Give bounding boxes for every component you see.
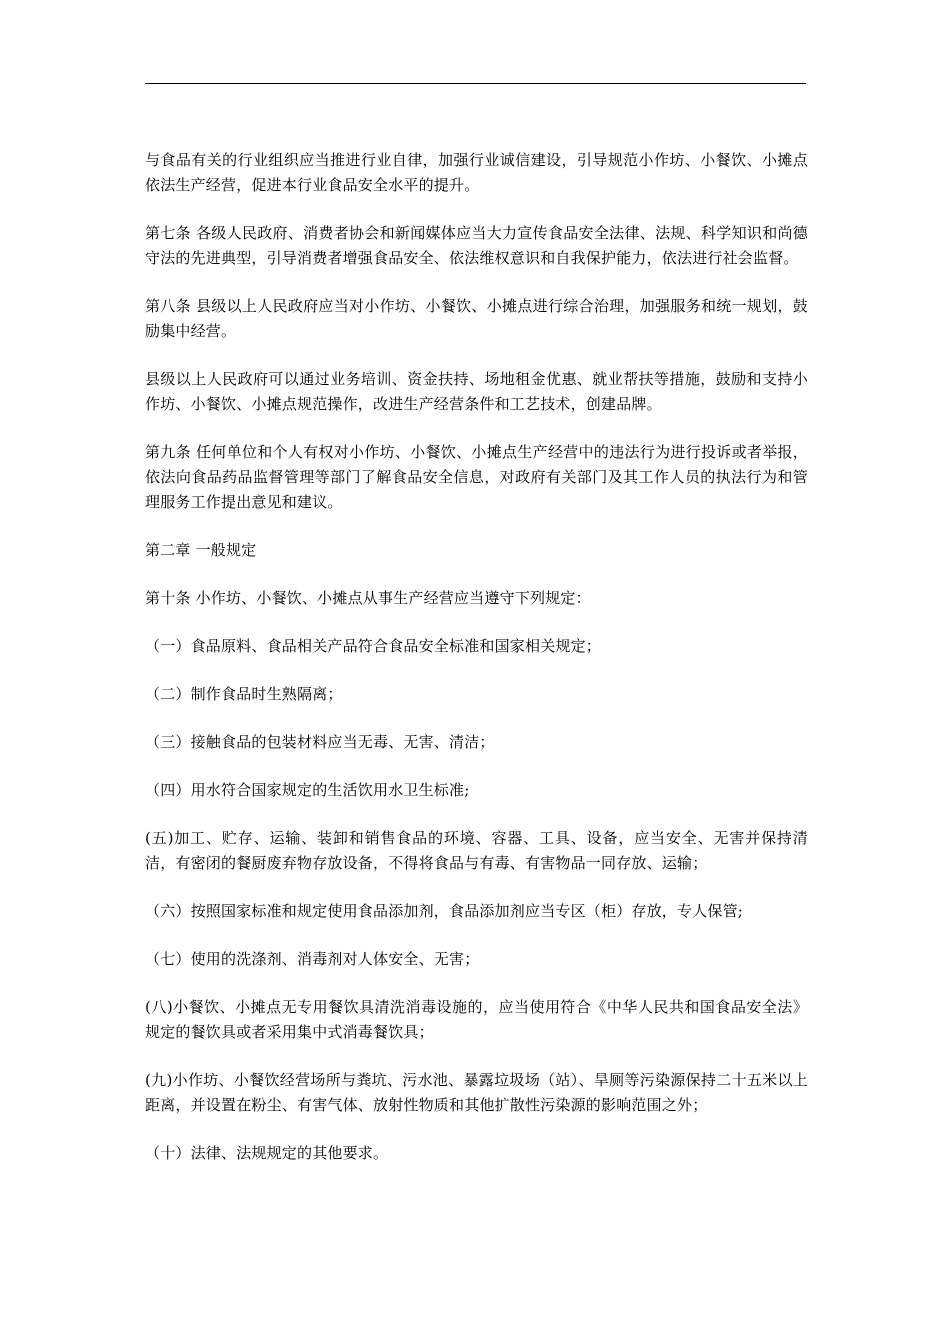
paragraph-article-10: 第十条 小作坊、小餐饮、小摊点从事生产经营应当遵守下列规定： [145,589,591,607]
paragraph-article-7: 第七条 各级人民政府、消费者协会和新闻媒体应当大力宣传食品安全法律、法规、科学知识和尚德守法的先进典型，引导消费者增强食品安全、依法维权意识和自我保护能力，依法进行社会监督。 [145,224,808,267]
list-item-9: (九)小作坊、小餐饮经营场所与粪坑、污水池、暴露垃圾场（站）、旱厕等污染源保持二十五米以上距离，并设置在粉尘、有害气体、放射性物质和其他扩散性污染源的影响范围之外； [145,1071,808,1114]
chapter-2-heading: 第二章 一般规定 [145,541,257,559]
list-item-6: （六）按照国家标准和规定使用食品添加剂，食品添加剂应当专区（柜）存放，专人保管; [145,902,744,920]
document-body [145,148,808,1189]
paragraph-article-9: 第九条 任何单位和个人有权对小作坊、小餐饮、小摊点生产经营中的违法行为进行投诉或者举报，依法向食品药品监督管理等部门了解食品安全信息，对政府有关部门及其工作人员的执法行为和管理服务工作提出意见和建议。 [145,443,808,511]
list-item-1: （一）食品原料、食品相关产品符合食品安全标准和国家相关规定； [145,637,602,655]
list-item-2: （二）制作食品时生熟隔离； [145,685,343,703]
list-item-4: （四）用水符合国家规定的生活饮用水卫生标准; [145,781,470,799]
paragraph-article-8: 第八条 县级以上人民政府应当对小作坊、小餐饮、小摊点进行综合治理，加强服务和统一规划，鼓励集中经营。 [145,297,808,340]
header-rule [145,83,806,84]
paragraph-industry-self-discipline: 与食品有关的行业组织应当推进行业自律，加强行业诚信建设，引导规范小作坊、小餐饮、小摊点依法生产经营，促进本行业食品安全水平的提升。 [145,151,808,194]
list-item-5: (五)加工、贮存、运输、装卸和销售食品的环境、容器、工具、设备，应当安全、无害并保持清洁，有密闭的餐厨废弃物存放设备，不得将食品与有毒、有害物品一同存放、运输； [145,829,808,872]
paragraph-article-8-support: 县级以上人民政府可以通过业务培训、资金扶持、场地租金优惠、就业帮扶等措施，鼓励和支持小作坊、小餐饮、小摊点规范操作，改进生产经营条件和工艺技术，创建品牌。 [145,370,808,413]
list-item-7: （七）使用的洗涤剂、消毒剂对人体安全、无害； [145,950,480,968]
list-item-10: （十）法律、法规规定的其他要求。 [145,1144,389,1162]
list-item-3: （三）接触食品的包装材料应当无毒、无害、清洁； [145,733,495,751]
list-item-8: (八)小餐饮、小摊点无专用餐饮具清洗消毒设施的，应当使用符合《中华人民共和国食品安全法》规定的餐饮具或者采用集中式消毒餐饮具； [145,998,808,1041]
